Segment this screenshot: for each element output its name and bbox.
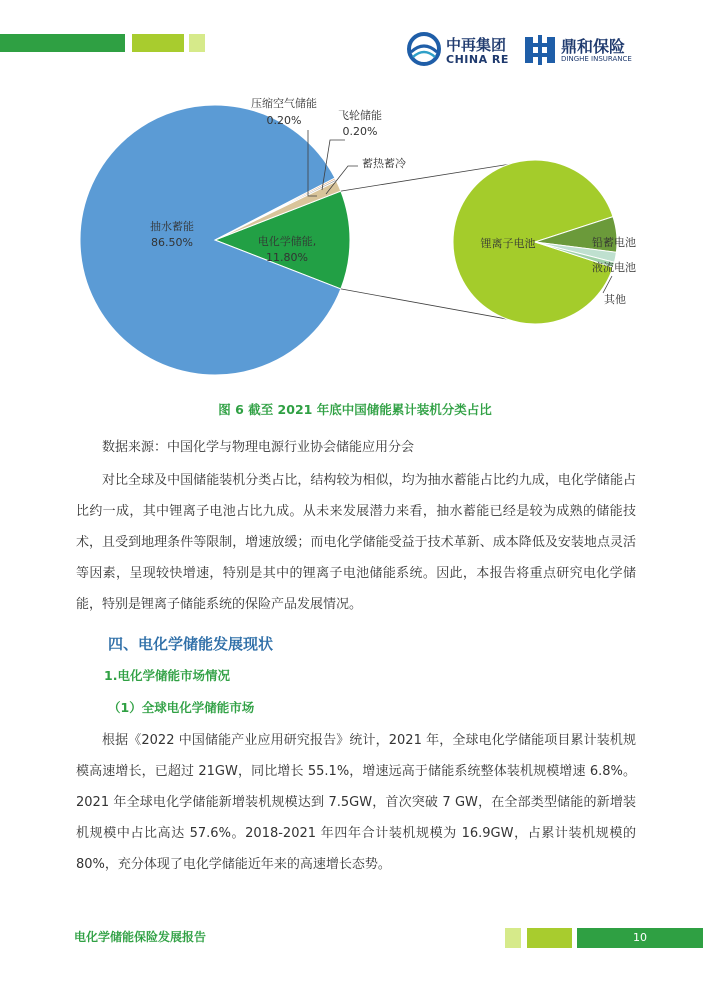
section-heading: 四、电化学储能发展现状 <box>108 635 274 653</box>
dinghe-cn: 鼎和保险 <box>561 37 626 56</box>
slice-label-electrochemical: 电化学储能, <box>257 235 317 248</box>
header-bar-pale <box>189 34 205 52</box>
china-re-cn: 中再集团 <box>446 36 507 54</box>
slice-value-flywheel: 0.20% <box>342 125 378 138</box>
header-bar-green <box>0 34 125 52</box>
footer-report-title: 电化学储能保险发展报告 <box>74 930 207 944</box>
pie-of-pie-chart <box>0 80 710 390</box>
subsection-heading: 1.电化学储能市场情况 <box>104 668 230 683</box>
breakdown-label-flow: 液流电池 <box>592 261 636 274</box>
figure-caption: 图 6 截至 2021 年底中国储能累计装机分类占比 <box>218 402 492 417</box>
slice-value-pumped-hydro: 86.50% <box>151 236 193 249</box>
data-source: 数据来源：中国化学与物理电源行业协会储能应用分会 <box>102 440 415 455</box>
china-re-en: CHINA RE <box>446 53 509 66</box>
paragraph-2: 根据《2022 中国储能产业应用研究报告》统计，2021 年，全球电化学储能项目累计装机规模高速增长，已超过 21GW，同比增长 55.1%，增速远高于储能系统整体装机规模增速 6.8%。2021 年全球电化学储能新增装机规模达到 7.5GW，首次突破 7 GW，在全部类型储能的新增装机规模中占比高达 57.6%。2018-2021 年四年合计装机规模为 16.9GW，占累计装机规模的 80%，充分体现了电化学储能近年来的高速增长态势。 <box>76 733 636 872</box>
slice-value-electrochemical: 11.80% <box>266 251 308 264</box>
slice-value-compressed-air: 0.20% <box>266 114 302 127</box>
slice-label-thermal: 蓄热蓄冷 <box>362 157 406 170</box>
footer-bar-lime <box>527 928 572 948</box>
footer-bar-pale <box>505 928 521 948</box>
china-re-logo <box>406 32 442 66</box>
breakdown-label-other: 其他 <box>604 293 626 306</box>
breakdown-label-li-ion: 锂离子电池 <box>480 237 536 250</box>
slice-label-pumped-hydro: 抽水蓄能 <box>150 220 194 233</box>
sub-subsection-heading: （1）全球电化学储能市场 <box>108 700 255 715</box>
header-bar-lime <box>132 34 184 52</box>
breakdown-label-lead-acid: 铅蓄电池 <box>592 236 636 249</box>
page-number: 10 <box>577 928 703 948</box>
dinghe-logo <box>523 33 557 67</box>
dinghe-en: DINGHE INSURANCE <box>561 55 632 63</box>
paragraph-1: 对比全球及中国储能装机分类占比，结构较为相似，均为抽水蓄能占比约九成，电化学储能占比约一成，其中锂离子电池占比九成。从未来发展潜力来看，抽水蓄能已经是较为成熟的储能技术，且受到地理条件等限制，增速放缓；而电化学储能受益于技术革新、成本降低及安装地点灵活等因素，呈现较快增速，特别是其中的锂离子电池储能系统。因此，本报告将重点研究电化学储能，特别是锂离子储能系统的保险产品发展情况。 <box>76 473 636 612</box>
slice-label-flywheel: 飞轮储能 <box>338 109 382 122</box>
slice-label-compressed-air: 压缩空气储能 <box>251 97 317 110</box>
